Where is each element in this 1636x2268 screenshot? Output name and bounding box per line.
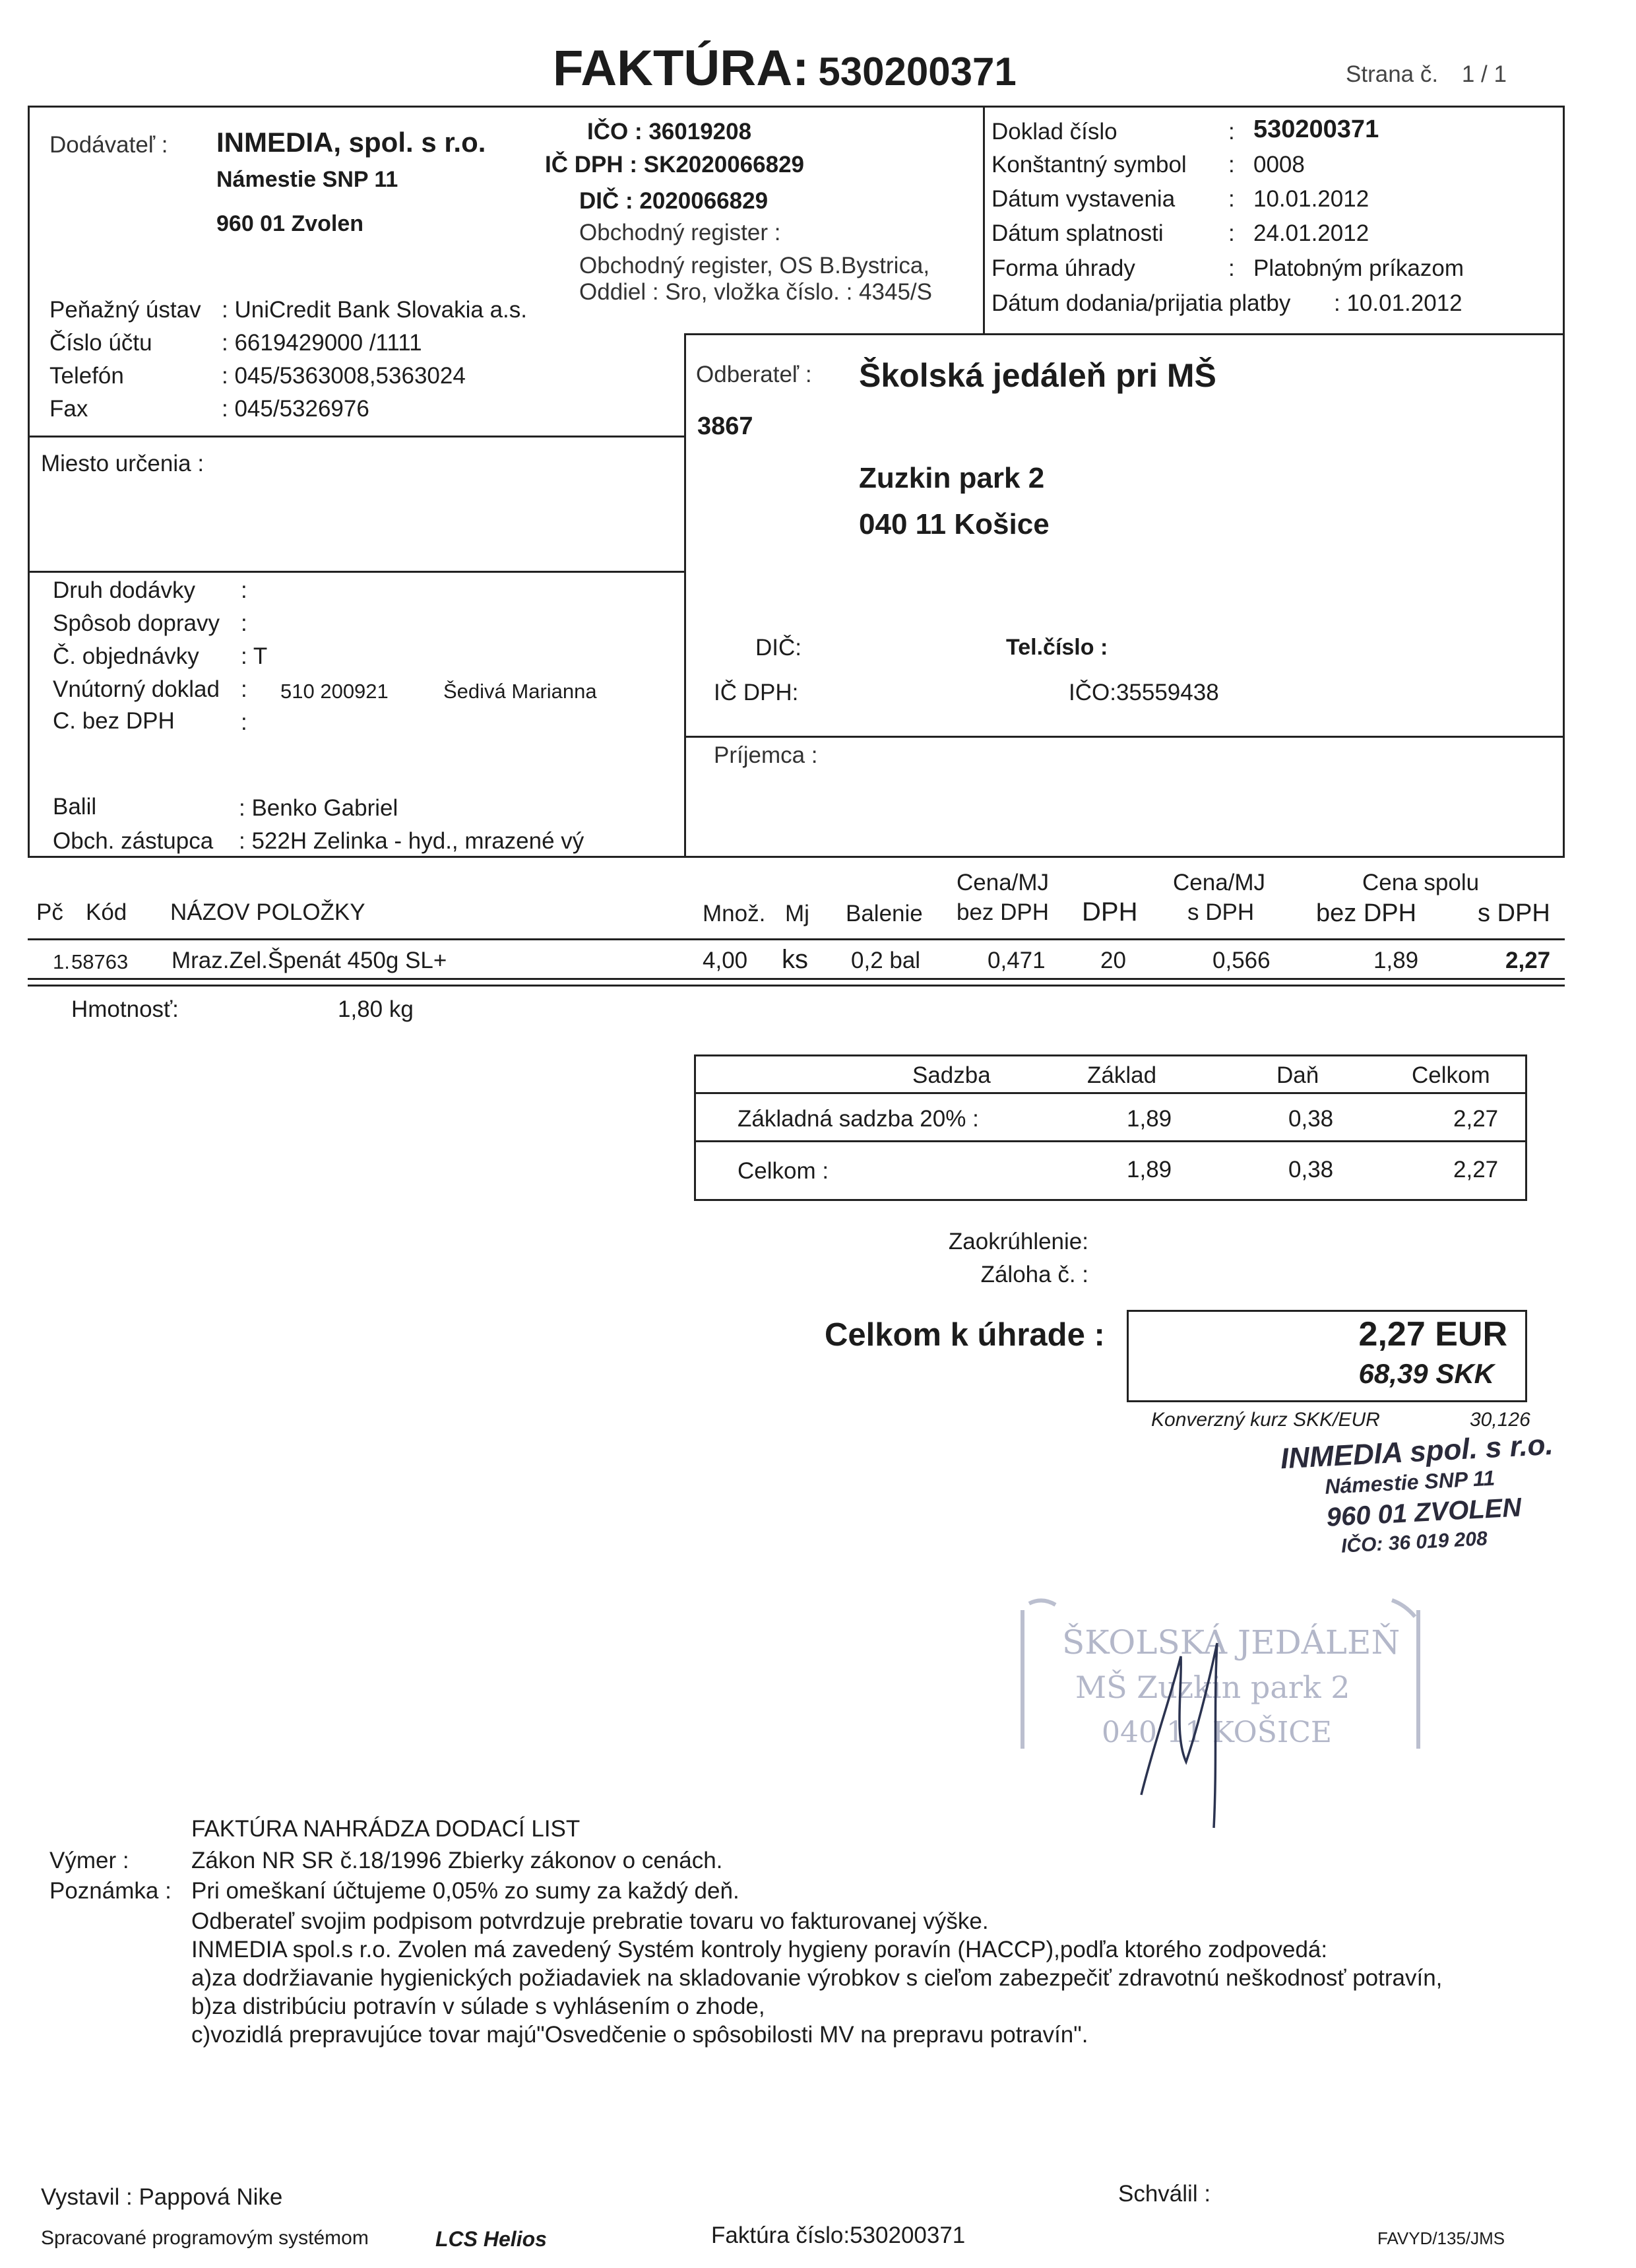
supplier-icdph: IČ DPH : SK2020066829 (545, 152, 804, 178)
col-mj: Mj (785, 901, 809, 926)
page-indicator (1346, 61, 1507, 88)
col-cena-mj-bez-top: Cena/MJ (957, 870, 1050, 895)
rounding-label: Zaokrúhlenie: (948, 1229, 1088, 1254)
vat-row-dan: 0,38 (1288, 1106, 1334, 1132)
divider-place-bottom (28, 571, 686, 573)
issued-by: Vystavil : Pappová Nike (41, 2184, 283, 2210)
col-nazov: NÁZOV POLOŽKY (170, 899, 365, 925)
doc-row-sep: : (1228, 152, 1235, 178)
stamp-line: INMEDIA spol. s r.o. (1279, 1428, 1554, 1475)
account-label: Číslo účtu (49, 330, 152, 356)
item-nazov: Mraz.Zel.Špenát 450g SL+ (172, 948, 447, 973)
supplier-city: 960 01 Zvolen (216, 211, 364, 236)
system-name: LCS Helios (435, 2227, 547, 2251)
note-line: c)vozidlá prepravujúce tovar majú"Osvedčenie o spôsobilosti MV na prepravu potravín". (191, 2022, 1088, 2048)
vat-row-label: Celkom : (738, 1158, 829, 1184)
stamp-line: IČO: 36 019 208 (1340, 1528, 1488, 1557)
items-bottom-line-2 (28, 985, 1565, 987)
account-value: : 6619429000 /1111 (222, 330, 422, 356)
note-line: Odberateľ svojim podpisom potvrdzuje prebratie tovaru vo fakturovanej výške. (191, 1908, 989, 1934)
packed-by-label: Balil (53, 794, 97, 820)
customer-dic-label: DIČ: (755, 635, 802, 661)
stamp-line: Námestie SNP 11 (1324, 1466, 1495, 1499)
without-vat-sep: : (241, 709, 247, 735)
supplier-dic: DIČ : 2020066829 (579, 188, 769, 214)
form-code: FAVYD/135/JMS (1377, 2228, 1505, 2248)
delivery-type-sep: : (241, 577, 247, 603)
doc-row-value: 0008 (1253, 152, 1305, 178)
vat-row-line (694, 1140, 1527, 1142)
item-spolu-bez: 1,89 (1373, 948, 1419, 973)
note-line: a)za dodržiavanie hygienických požiadaviek na skladovanie výrobkov s cieľom zabezpečiť zdravotnú neškodnosť potravín, (191, 1965, 1443, 1991)
doc-row-label: Dátum vystavenia (991, 186, 1176, 212)
doc-row-value: 10.01.2012 (1253, 186, 1369, 212)
divider-customer-left (684, 333, 686, 858)
note-line: b)za distribúciu potravín v súlade s vyhlásením o zhode, (191, 1993, 765, 2019)
item-spolu-s: 2,27 (1505, 948, 1551, 973)
stamp-line: 040 11 KOŠICE (1102, 1716, 1333, 1749)
customer-tel-label: Tel.číslo : (1006, 635, 1108, 660)
without-vat-label: C. bez DPH (53, 708, 175, 734)
bank-label: Peňažný ústav (49, 297, 201, 323)
doc-row-sep: : (1228, 186, 1235, 212)
total-skk: 68,39 SKK (1358, 1358, 1494, 1389)
invoice-title-label: FAKTÚRA: (553, 40, 809, 96)
customer-ico: IČO:35559438 (1069, 680, 1219, 705)
sales-rep-value: : 522H Zelinka - hyd., mrazené vý (239, 828, 584, 854)
footer-invoice (711, 2222, 965, 2249)
transport-label: Spôsob dopravy (53, 610, 220, 636)
vat-row-label: Základná sadzba 20% : (738, 1106, 979, 1132)
invoice-replaces-note: FAKTÚRA NAHRÁDZA DODACÍ LIST (191, 1816, 581, 1842)
delivery-place-label: Miesto určenia : (41, 451, 204, 476)
vymer-label: Výmer : (49, 1848, 129, 1873)
item-cena-bez: 0,471 (988, 948, 1046, 973)
stamp-line: ŠKOLSKÁ JEDÁLEŇ (1062, 1623, 1400, 1662)
col-cena-spolu-top: Cena spolu (1362, 870, 1480, 895)
internal-doc-label: Vnútorný doklad (53, 676, 220, 702)
sales-rep-label: Obch. zástupca (53, 828, 214, 854)
divider-supplier-bottom (28, 436, 686, 437)
advance-label: Záloha č. : (980, 1262, 1088, 1287)
weight-label: Hmotnosť: (71, 996, 179, 1022)
supplier-register-2: Obchodný register, OS B.Bystrica, (579, 253, 930, 278)
doc-row-label: Dátum splatnosti (991, 220, 1164, 246)
signature (1135, 1630, 1267, 1841)
col-mnoz: Množ. (703, 901, 766, 926)
total-eur: 2,27 EUR (1358, 1315, 1507, 1353)
total-label: Celkom k úhrade : (825, 1317, 1105, 1353)
customer-label: Odberateľ : (696, 362, 812, 387)
bank-value: : UniCredit Bank Slovakia a.s. (222, 297, 527, 323)
delivery-type-label: Druh dodávky (53, 577, 195, 603)
vat-row-celkom: 2,27 (1453, 1106, 1499, 1132)
customer-icdph-label: IČ DPH: (714, 680, 799, 705)
col-kod: Kód (86, 899, 127, 925)
col-cena-spolu-bez: bez DPH (1316, 899, 1417, 927)
transport-sep: : (241, 610, 247, 636)
customer-street: Zuzkin park 2 (859, 462, 1045, 494)
internal-doc-number: 510 200921 (280, 680, 389, 703)
divider-doc-left (983, 106, 985, 335)
items-header-line (28, 938, 1565, 940)
phone-value: : 045/5363008,5363024 (222, 363, 466, 389)
vat-header-zaklad: Základ (1087, 1062, 1157, 1088)
vat-header-sadzba: Sadzba (912, 1062, 991, 1088)
internal-doc-person: Šedivá Marianna (443, 680, 597, 703)
item-mnoz: 4,00 (703, 948, 748, 973)
note-line: Pri omeškaní účtujeme 0,05% zo sumy za každý deň. (191, 1878, 739, 1904)
col-cena-spolu-s: s DPH (1478, 899, 1550, 927)
item-balenie: 0,2 bal (851, 948, 921, 973)
divider-doc-bottom (684, 333, 1565, 335)
doc-row-value: 530200371 (1253, 115, 1379, 143)
customer-name: Školská jedáleň pri MŠ (859, 357, 1216, 394)
items-bottom-line-1 (28, 978, 1565, 980)
item-pc: 1. (53, 950, 70, 973)
poznamka-label: Poznámka : (49, 1878, 172, 1904)
divider-customer-bottom (684, 736, 1565, 738)
item-dph: 20 (1100, 948, 1126, 973)
supplier-name: INMEDIA, spol. s r.o. (216, 127, 486, 158)
conversion-rate-label: Konverzný kurz SKK/EUR (1151, 1409, 1380, 1431)
doc-row-sep: : (1228, 119, 1235, 145)
invoice-title (553, 40, 1017, 97)
col-balenie: Balenie (846, 901, 923, 926)
doc-row-value: 24.01.2012 (1253, 220, 1369, 246)
vat-header-celkom: Celkom (1412, 1062, 1490, 1088)
supplier-ico: IČO : 36019208 (587, 119, 752, 145)
col-cena-mj-bez-bot: bez DPH (957, 899, 1050, 925)
col-cena-mj-s-top: Cena/MJ (1173, 870, 1266, 895)
fax-label: Fax (49, 396, 88, 422)
item-mj: ks (782, 945, 808, 974)
vat-row-dan: 0,38 (1288, 1157, 1334, 1183)
delivery-date-value: : 10.01.2012 (1334, 290, 1463, 316)
footer-invoice-label: Faktúra číslo: (711, 2222, 850, 2248)
doc-row-sep: : (1228, 255, 1235, 281)
supplier-register-3: Oddiel : Sro, vložka číslo. : 4345/S (579, 279, 932, 305)
vat-header-line (694, 1092, 1527, 1094)
stamp-line: 960 01 ZVOLEN (1325, 1493, 1523, 1532)
col-cena-mj-s-bot: s DPH (1187, 899, 1255, 925)
order-number-label: Č. objednávky (53, 643, 199, 669)
vat-header-dan: Daň (1276, 1062, 1319, 1088)
vat-row-zaklad: 1,89 (1127, 1106, 1172, 1132)
doc-row-sep: : (1228, 220, 1235, 246)
page-value: 1 / 1 (1461, 61, 1507, 87)
col-dph: DPH (1082, 897, 1138, 926)
item-cena-s: 0,566 (1212, 948, 1271, 973)
supplier-stamp (1280, 1428, 1570, 1581)
customer-city: 040 11 Košice (859, 508, 1050, 540)
vymer-text: Zákon NR SR č.18/1996 Zbierky zákonov o cenách. (191, 1848, 723, 1873)
fax-value: : 045/5326976 (222, 396, 369, 422)
processed-by-label: Spracované programovým systémom (41, 2227, 369, 2249)
conversion-rate-value: 30,126 (1470, 1409, 1530, 1431)
col-pc: Pč (36, 899, 63, 925)
doc-row-value: Platobným príkazom (1253, 255, 1464, 281)
packed-by-value: : Benko Gabriel (239, 795, 398, 821)
note-line: INMEDIA spol.s r.o. Zvolen má zavedený Systém kontroly hygieny poravín (HACCP),podľa ktorého zodpovedá: (191, 1937, 1328, 1962)
order-number-value: : T (241, 643, 268, 669)
delivery-date-label: Dátum dodania/prijatia platby (991, 290, 1291, 316)
supplier-register-1: Obchodný register : (579, 220, 781, 245)
item-kod: 58763 (71, 950, 129, 973)
supplier-street: Námestie SNP 11 (216, 167, 398, 192)
invoice-title-number: 530200371 (818, 49, 1017, 94)
vat-row-zaklad: 1,89 (1127, 1157, 1172, 1183)
weight-value: 1,80 kg (338, 996, 414, 1022)
approved-by: Schválil : (1118, 2181, 1211, 2207)
doc-row-label: Konštantný symbol (991, 152, 1187, 178)
doc-row-label: Doklad číslo (991, 119, 1117, 145)
stamp-line: MŠ Zuzkin park 2 (1075, 1669, 1350, 1705)
recipient-label: Príjemca : (714, 742, 818, 768)
vat-row-celkom: 2,27 (1453, 1157, 1499, 1183)
customer-id: 3867 (697, 412, 753, 440)
phone-label: Telefón (49, 363, 124, 389)
internal-doc-sep: : (241, 676, 247, 702)
doc-row-label: Forma úhrady (991, 255, 1135, 281)
page-label: Strana č. (1346, 61, 1439, 87)
footer-invoice-number: 530200371 (850, 2222, 966, 2248)
supplier-label: Dodávateľ : (49, 132, 168, 158)
